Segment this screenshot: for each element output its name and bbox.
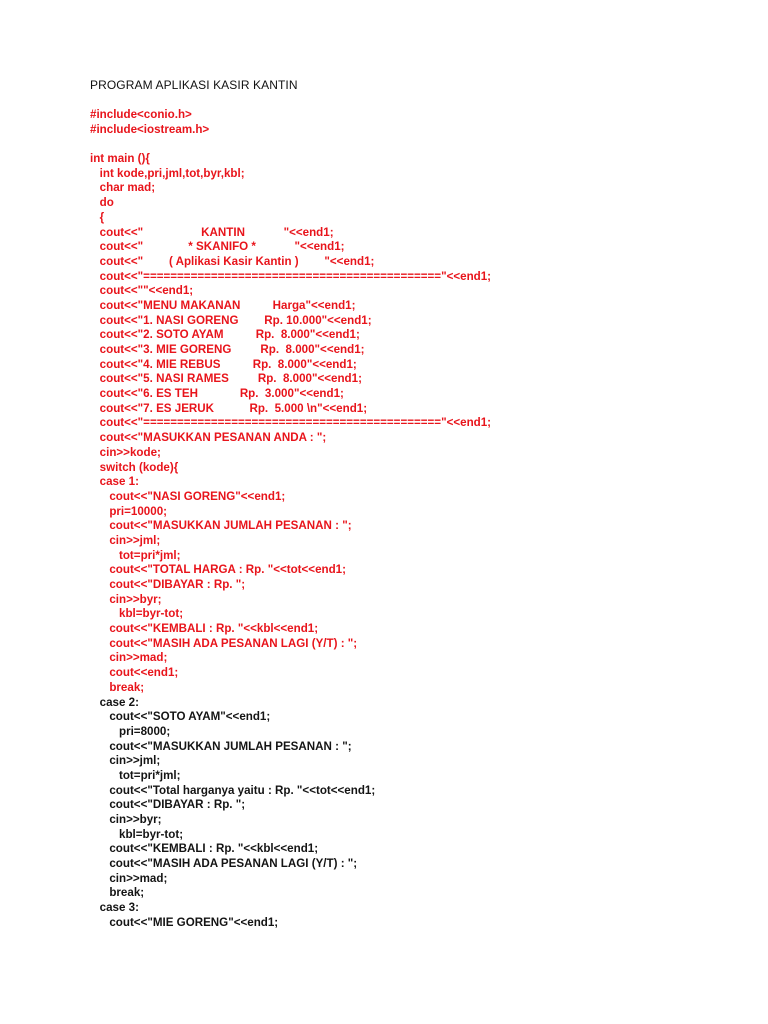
code-line: case 2: <box>90 695 139 709</box>
code-line: cin>>mad; <box>90 651 168 665</box>
code-line: cout<<"============================================"<<end1; <box>90 269 492 283</box>
code-line: cout<<"2. SOTO AYAM Rp. 8.000"<<end1; <box>90 328 360 342</box>
code-line: cout<<"MASUKKAN JUMLAH PESANAN : "; <box>90 519 352 533</box>
code-line: pri=8000; <box>90 724 171 738</box>
blank-line <box>90 137 491 152</box>
code-line: cout<<"TOTAL HARGA : Rp. "<<tot<<end1; <box>90 563 346 577</box>
code-line: #include<conio.h> <box>90 108 192 121</box>
code-line: kbl=byr-tot; <box>90 827 184 841</box>
code-line: cout<<"============================================"<<end1; <box>90 416 492 430</box>
code-listing <box>90 108 491 931</box>
code-line: cin>>mad; <box>90 871 168 885</box>
code-line: break; <box>90 886 145 900</box>
code-line: switch (kode){ <box>90 460 179 474</box>
code-line: cout<<"7. ES JERUK Rp. 5.000 \n"<<end1; <box>90 401 368 415</box>
code-line: { <box>90 210 105 224</box>
code-line: cout<<"DIBAYAR : Rp. "; <box>90 798 246 812</box>
document-title: PROGRAM APLIKASI KASIR KANTIN <box>90 78 298 92</box>
code-line: char mad; <box>90 181 156 195</box>
code-line: cout<<" * SKANIFO * "<<end1; <box>90 240 345 254</box>
code-line: tot=pri*jml; <box>90 768 181 782</box>
code-line: cin>>byr; <box>90 813 162 826</box>
code-line: cout<<"SOTO AYAM"<<end1; <box>90 710 271 724</box>
code-line: cout<<" ( Aplikasi Kasir Kantin ) "<<end1; <box>90 254 375 268</box>
code-line: cout<<"MENU MAKANAN Harga"<<end1; <box>90 298 356 312</box>
code-line: cout<<"4. MIE REBUS Rp. 8.000"<<end1; <box>90 357 357 371</box>
code-line: pri=10000; <box>90 504 168 518</box>
code-line: cout<<"3. MIE GORENG Rp. 8.000"<<end1; <box>90 343 365 356</box>
code-line: cout<<"MASIH ADA PESANAN LAGI (Y/T) : "; <box>90 857 358 871</box>
code-line: int main (){ <box>90 152 150 166</box>
code-line: cin>>byr; <box>90 592 162 606</box>
code-line: cin>>jml; <box>90 754 161 768</box>
code-line: cout<<" KANTIN "<<end1; <box>90 225 334 239</box>
code-line: cout<<"MASUKKAN PESANAN ANDA : "; <box>90 431 327 445</box>
code-line: cout<<"1. NASI GORENG Rp. 10.000"<<end1; <box>90 313 372 327</box>
code-line: cout<<""<<end1; <box>90 284 194 298</box>
code-line: cout<<"KEMBALI : Rp. "<<kbl<<end1; <box>90 842 319 856</box>
code-line: #include<iostream.h> <box>90 122 210 136</box>
code-line: cout<<"NASI GORENG"<<end1; <box>90 489 286 503</box>
code-line: cout<<"MASIH ADA PESANAN LAGI (Y/T) : "; <box>90 636 358 650</box>
code-line: case 1: <box>90 475 139 489</box>
code-line: cout<<end1; <box>90 666 179 680</box>
code-line: cout<<"DIBAYAR : Rp. "; <box>90 578 246 591</box>
code-line: cin>>jml; <box>90 533 161 547</box>
code-line: kbl=byr-tot; <box>90 607 184 621</box>
code-line: cout<<"6. ES TEH Rp. 3.000"<<end1; <box>90 387 344 401</box>
code-line: int kode,pri,jml,tot,byr,kbl; <box>90 166 245 180</box>
code-line: cout<<"MIE GORENG"<<end1; <box>90 915 279 929</box>
code-line: case 3: <box>90 901 139 915</box>
code-line: tot=pri*jml; <box>90 548 181 562</box>
code-line: break; <box>90 680 145 694</box>
code-line: cin>>kode; <box>90 445 161 459</box>
code-line: cout<<"MASUKKAN JUMLAH PESANAN : "; <box>90 739 352 753</box>
code-line: cout<<"Total harganya yaitu : Rp. "<<tot<<end1; <box>90 783 376 797</box>
code-line: do <box>90 196 114 210</box>
code-line: cout<<"5. NASI RAMES Rp. 8.000"<<end1; <box>90 372 362 386</box>
code-line: cout<<"KEMBALI : Rp. "<<kbl<<end1; <box>90 622 319 636</box>
